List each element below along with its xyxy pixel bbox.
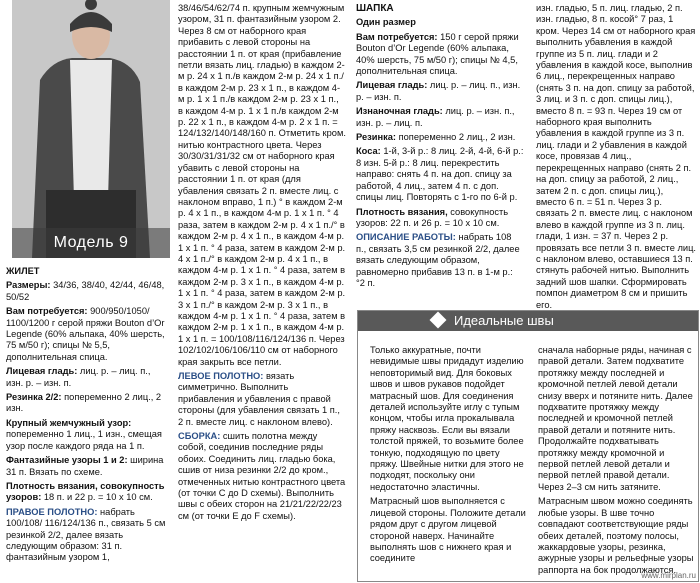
gauge-para: Плотность вязания, совокупность узоров: 18 п. и 22 р. = 10 х 10 см.: [6, 480, 165, 503]
box-column-2: [538, 345, 696, 579]
hat-description-continued: изн. гладью, 5 п. лиц. гладью, 2 п. изн. гладью, 8 п. косой° 7 раз, 1 кром. Через 14 см от наборного края выполнить убавления в каждой группе из 5 п. лиц. глади и 2 убавления в каждой косе, выполнив 6 лиц., перекрещенных направо (снять 3 п. на доп. спицу за работой, 3 лиц. и 3 п. с доп. спицы лиц.), вместо 8 п. = 93 п. Через 19 см от наборного края выполнить убавления в каждой группе из 3 п. лиц. глади и 2 убавления в каждой косе, провязав 4 лиц., перекрещенных направо (снять 2 п. на доп. спицу за работой, 2 лиц., затем 2 п. с доп. спицы лиц.), вместо 6 п. = 51 п. Через 3 р. связать 2 п. вместе лиц. с наклоном влево в каждой группе из 3 п. лиц. глади, 1 изн. = 37 п. Через 2 р. провязать все петли 3 п. вместе лиц. с наклоном влево, оставшиеся 13 п. стянуть рабочей нитью. Выполнить задний шов шапки. Сформировать помпон диаметром 8 см и пришить его.: [536, 3, 696, 310]
hat-size: Один размер: [356, 17, 416, 28]
assembly-para: СБОРКА: сшить полотна между собой, соединив последние ряды обоих. Соединить лиц. гладью бока, сшив от низа резинки 2/2 до кром., отмеченных нитью контрастного цвета (от точки С до D схемы). Выполнить швы с обеих сторон на 21/21/22/22/23 см (от точки Е до F схемы).: [178, 431, 346, 521]
box-para-1: Только аккуратные, почти невидимые швы придадут изделию неповторимый вид. Для боковых швов и швов рукавов подойдет матрасный шов. Для соединения деталей используйте иглу с тупым концом, чтобы игла прокалывала пряжу насквозь. Если вы вязали толстой пряжей, то возьмите более тонкую, подходящую по цвету пряжу. Швейные нитки для этого не подходят, поскольку они недостаточно эластичны.: [370, 345, 524, 492]
hat-title: ШАПКА: [356, 3, 394, 14]
hat-description: ОПИСАНИЕ РАБОТЫ: набрать 108 п., связать 3,5 см резинкой 2/2, далее вязать следующим образом, равномерно прибавив 13 п. в 1-м р.: °2 п.: [356, 232, 520, 288]
vest-title: ЖИЛЕТ: [6, 266, 40, 276]
hat-rib: Резинка: попеременно 2 лиц., 2 изн.: [356, 132, 516, 143]
stockinette-para: Лицевая гладь: лиц. р. – лиц. п., изн. р. – изн. п.: [6, 366, 151, 388]
model-photo: [12, 0, 170, 258]
diamond-icon: [430, 312, 447, 329]
photo-caption: Модель 9: [12, 228, 170, 258]
perfect-seams-box: [357, 310, 699, 582]
hat-stockinette: Лицевая гладь: лиц. р. – лиц. п., изн. р. – изн. п.: [356, 80, 521, 102]
right-panel-continued: 38/46/54/62/74 п. крупным жемчужным узором, 31 п. фантазийным узором 2. Через 8 см от наборного края прибавить с левой стороны на расстоянии 1 п. от края (прибавление петли вязать лиц. гладью) в каждом 2-м р. 24 х 1 п./в каждом 2-м р. 24 х 1 п./в каждом 2-м р. 23 х 1 п., в каждом 4-м р. 1 х 1 п./в каждом 2-м р. 23 х 1 п., в каждом 4-м р. 1 х 1 п./в каждом 2-м р. 22 х 1 п., в каждом 4-м р. 2 х 1 п. = 124/132/140/148/160 п. Отметить кром. нитью контрастного цвета. Через 30/30/31/31/32 см от наборного края убавить с левой стороны на расстоянии 1 п. от края (для убавления связать 2 п. вместе лиц. с наклоном вправо, 1 п.) ° в каждом 2-м р. 4 х 1 п., в каждом 4-м р. 1 х 1 п. ° 4 раза, затем в каждом 2-м р. 4 х 1 п./° в каждом 2-м р. 4 х 1 п., в каждом 4-м р. 1 х 1 п. ° 4 раза, затем в каждом 2-м р. 4 х 1 п./° в каждом 2-м р. 4 х 1 п., в каждом 4-м р. 1 х 1 п. ° 4 раза, затем в каждом 2-м р. 3 х 1 п., в каждом 4-м р. 1 х 1 п. ° 4 раза, затем в каждом 2-м р. 3 х 1 п./° в каждом 2-м р. 3 х 1 п., в каждом 4-м р. 1 х 1 п. ° 4 раза, затем в каждом 2-м р. 1 х 1 п., в каждом 4-м р. 1 х 1 п. = 100/108/116/124/136 п. Через 102/102/106/106/110 см от наборного края закрыть все петли.: [178, 3, 346, 367]
column-4: [536, 3, 696, 314]
fancy-para: Фантазийные узоры 1 и 2: ширина 31 п. Вязать по схеме.: [6, 455, 164, 477]
materials-para: Вам потребуется: 900/950/1050/ 1100/1200 г серой пряжи Bouton d’Or Legende (60% альпака, 40% шерсть, 75 м/50 г); спицы № 5,5, дополнительная спица.: [6, 306, 165, 362]
hat-gauge: Плотность вязания, совокупность узоров: 22 п. и 26 р. = 10 х 10 см.: [356, 206, 509, 228]
left-panel-para: ЛЕВОЕ ПОЛОТНО: вязать симметрично. Выполнить прибавления и убавления с правой стороны (для убавления связать 1 п., 2 п. вместе лиц. с наклоном влево).: [178, 371, 340, 427]
rib-para: Резинка 2/2: попеременно 2 лиц., 2 изн.: [6, 392, 162, 414]
box-para-3: сначала наборные ряды, начиная с правой детали. Затем подхватите протяжку между последней и кромочной петлей левой детали снизу вверх и потяните нить. Далее подхватите протяжку между последней и кромочной петлей правой детали и потяните нить. Продолжайте подхватывать протяжку между кромочной и первой петлей левой детали и первой петлей правой детали. Через 2–3 см нить затяните.: [538, 345, 693, 492]
seed-para: Крупный жемчужный узор: попеременно 1 лиц., 1 изн., смещая узор после каждого ряда на 1 п.: [6, 417, 162, 451]
right-panel-para: ПРАВОЕ ПОЛОТНО: набрать 100/108/ 116/124/136 п., связать 5 см резинкой 2/2, далее вязать следующим образом: 31 п. фантазийным узором 1,: [6, 506, 166, 563]
box-title: Идеальные швы: [454, 313, 554, 328]
column-3: [356, 3, 524, 292]
box-header: [358, 311, 698, 331]
footer-url: www.mirplan.ru: [641, 570, 696, 580]
hat-materials: Вам потребуется: 150 г серой пряжи Bouton d’Or Legende (60% альпака, 40% шерсть, 75 м/50 г); спицы № 4,5, дополнительная спица.: [356, 31, 519, 77]
hat-braid: Коса: 1-й, 3-й р.: 8 лиц. 2-й, 4-й, 6-й р.: 8 изн. 5-й р.: 8 лиц. перекрестить направо: снять 4 п. на доп. спицу за работой, 4 лиц., затем 4 п. с доп. спицы лиц. Повторять с 1-го по 6-й р.: [356, 146, 524, 203]
sizes-para: Размеры: 34/36, 38/40, 42/44, 46/48, 50/52: [6, 280, 165, 302]
column-1: [6, 0, 170, 567]
box-para-4: Матрасным швом можно соединять любые узоры. В шве точно совпадают соответствующие ряды обеих деталей, поэтому полосы, жаккардовые узоры, резинка, ажурные узоры и рельефные узоры раппорта на бок продолжаются.: [538, 496, 694, 575]
column-2: [178, 3, 346, 525]
box-para-2: Матрасный шов выполняется с лицевой стороны. Положите детали рядом друг с другом лицевой стороной наверх. Начинайте выполнять шов с нижнего края и соедините: [370, 496, 526, 564]
hat-reverse: Изнаночная гладь: лиц. р. – изн. п., изн. р. – лиц. п.: [356, 106, 515, 128]
box-column-1: [370, 345, 528, 568]
model-figure: [12, 0, 170, 258]
